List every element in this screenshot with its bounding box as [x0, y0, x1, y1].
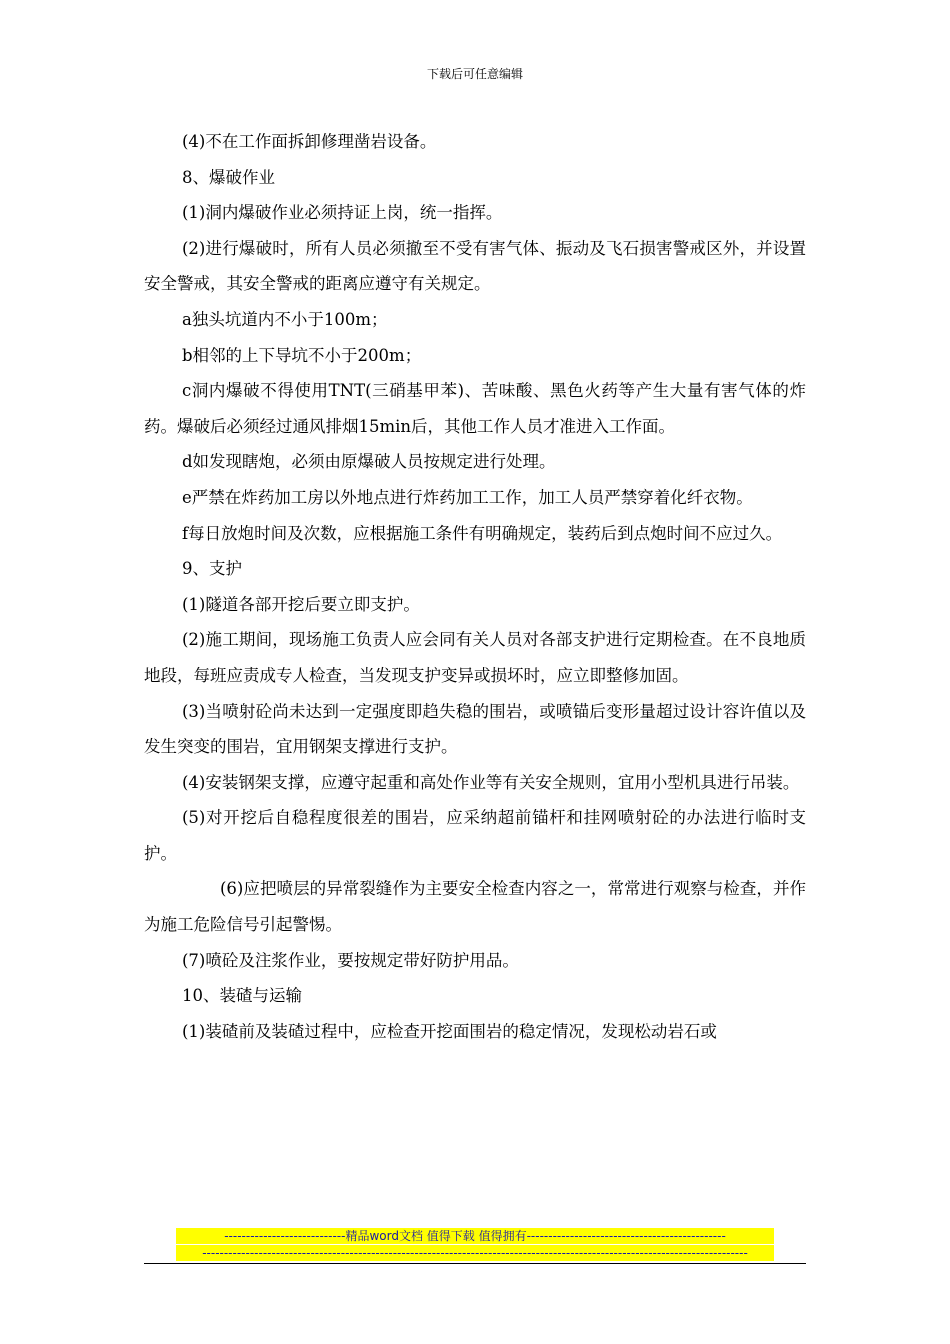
- paragraph: (3)当喷射砼尚未达到一定强度即趋失稳的围岩，或喷锚后变形量超过设计容许值以及发生突变的围岩，宜用钢架支撑进行支护。: [144, 701, 806, 757]
- paragraph: (4)安装钢架支撑，应遵守起重和高处作业等有关安全规则，宜用小型机具进行吊装。: [182, 772, 800, 792]
- paragraph: a独头坑道内不小于100m；: [182, 309, 388, 329]
- paragraph: f每日放炮时间及次数，应根据施工条件有明确规定，装药后到点炮时间不应过久。: [182, 523, 783, 543]
- paragraph: (6)应把喷层的异常裂缝作为主要安全检查内容之一，常常进行观察与检查，并作为施工危险信号引起警惕。: [144, 879, 806, 935]
- paragraph: (2)施工期间，现场施工负责人应会同有关人员对各部支护进行定期检查。在不良地质地段，每班应责成专人检查，当发现支护变异或损坏时，应立即整修加固。: [144, 630, 806, 685]
- section-heading: 10、装碴与运输: [182, 986, 302, 1006]
- paragraph: (1)洞内爆破作业必须持证上岗，统一指挥。: [182, 203, 503, 223]
- paragraph: (1)隧道各部开挖后要立即支护。: [182, 594, 420, 614]
- section-heading: 8、爆破作业: [182, 167, 275, 187]
- paragraph: (4)不在工作面拆卸修理凿岩设备。: [182, 132, 437, 151]
- paragraph: (2)进行爆破时，所有人员必须撤至不受有害气体、振动及飞石损害警戒区外，并设置安全警戒，其安全警戒的距离应遵守有关规定。: [144, 238, 806, 294]
- document-body: [144, 124, 806, 1049]
- footer-banner-line-1: ----------------------------精品word文档 值得下载 值得拥有----------------------------------------------: [176, 1228, 774, 1244]
- paragraph: c洞内爆破不得使用TNT(三硝基甲苯)、苦味酸、黑色火药等产生大量有害气体的炸药。爆破后必须经过通风排烟15min后，其他工作人员才准进入工作面。: [144, 381, 806, 436]
- section-heading: 9、支护: [182, 559, 242, 579]
- paragraph: (1)装碴前及装碴过程中，应检查开挖面围岩的稳定情况，发现松动岩石或: [182, 1021, 717, 1041]
- paragraph: b相邻的上下导坑不小于200m；: [182, 345, 422, 365]
- paragraph: (7)喷砼及注浆作业，要按规定带好防护用品。: [182, 950, 519, 970]
- paragraph: (5)对开挖后自稳程度很差的围岩，应采纳超前锚杆和挂网喷射砼的办法进行临时支护。: [144, 808, 806, 863]
- footer-banner-line-2: ------------------------------------------------------------------------------------------------------------------------------: [176, 1245, 774, 1261]
- footer-divider: [144, 1263, 806, 1264]
- page-header: 下载后可任意编辑: [426, 67, 523, 81]
- paragraph: e严禁在炸药加工房以外地点进行炸药加工工作，加工人员严禁穿着化纤衣物。: [182, 487, 753, 507]
- paragraph: d如发现瞎炮，必须由原爆破人员按规定进行处理。: [182, 452, 556, 472]
